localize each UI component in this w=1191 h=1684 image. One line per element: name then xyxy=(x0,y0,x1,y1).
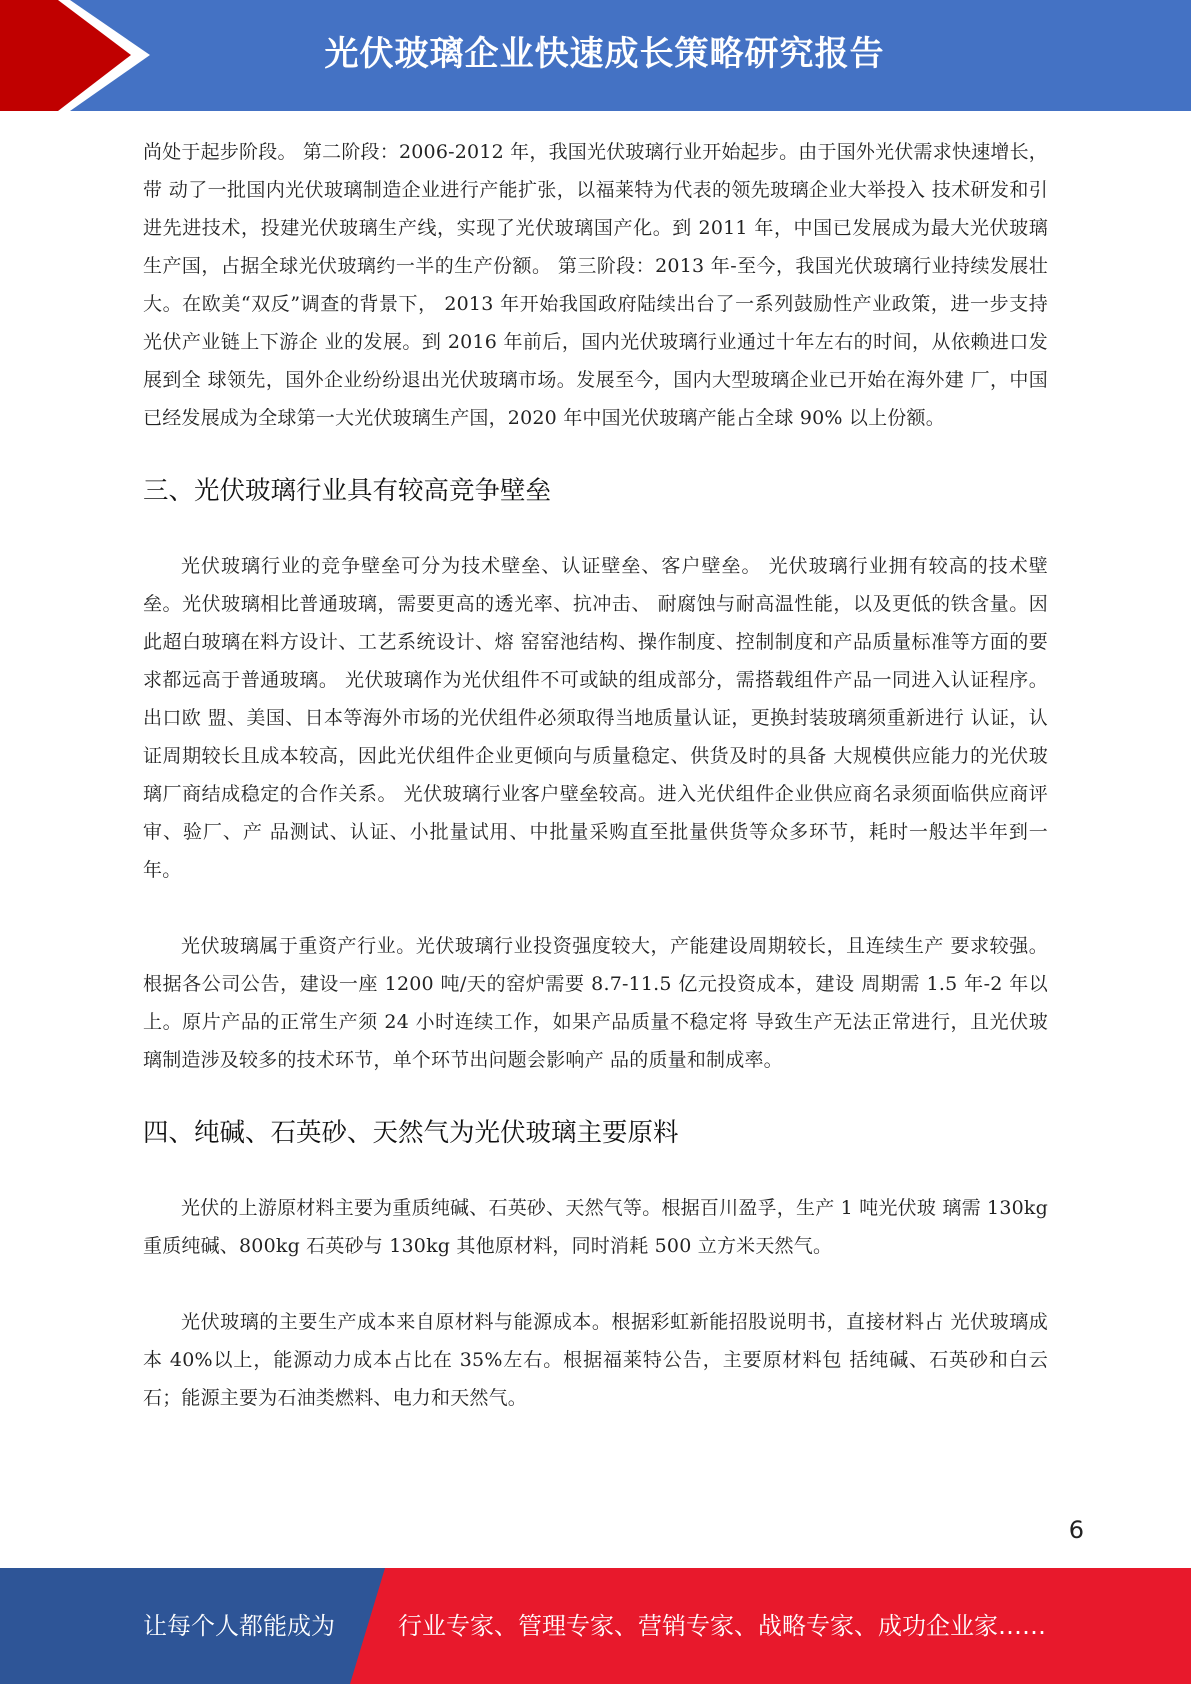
page-header xyxy=(0,0,1191,111)
body-paragraph: 光伏玻璃的主要生产成本来自原材料与能源成本。根据彩虹新能招股说明书，直接材料占 光伏玻璃成本 40%以上，能源动力成本占比在 35%左右。根据福莱特公告，主要原材料包 括纯碱、石英砂和白云石；能源主要为石油类燃料、电力和天然气。 xyxy=(143,1311,1048,1409)
page-number: 6 xyxy=(1068,1516,1084,1544)
footer-slogan-right: 行业专家、管理专家、营销专家、战略专家、成功企业家…… xyxy=(398,1612,1046,1640)
footer-slogan-left: 让每个人都能成为 xyxy=(143,1612,335,1640)
body-paragraph: 尚处于起步阶段。 第二阶段：2006-2012 年，我国光伏玻璃行业开始起步。由于国外光伏需求快速增长，带 动了一批国内光伏玻璃制造企业进行产能扩张，以福莱特为代表的领先玻璃企业大举投入 技术研发和引进先进技术，投建光伏玻璃生产线，实现了光伏玻璃国产化。到 2011 年，中国已发展成为最大光伏玻璃生产国，占据全球光伏玻璃约一半的生产份额。 第三阶段：2013 年-至今，我国光伏玻璃行业持续发展壮大。在欧美“双反”调查的背景下， 2013 年开始我国政府陆续出台了一系列鼓励性产业政策，进一步支持光伏产业链上下游企 业的发展。到 2016 年前后，国内光伏玻璃行业通过十年左右的时间，从依赖进口发展到全 球领先，国外企业纷纷退出光伏玻璃市场。发展至今，国内大型玻璃企业已开始在海外建 厂，中国已经发展成为全球第一大光伏玻璃生产国，2020 年中国光伏玻璃产能占全球 90% 以上份额。 xyxy=(143,141,1048,429)
body-paragraph: 光伏玻璃属于重资产行业。光伏玻璃行业投资强度较大，产能建设周期较长，且连续生产 要求较强。根据各公司公告，建设一座 1200 吨/天的窑炉需要 8.7-11.5 亿元投资成本，建设 周期需 1.5 年-2 年以上。原片产品的正常生产须 24 小时连续工作，如果产品质量不稳定将 导致生产无法正常进行，且光伏玻璃制造涉及较多的技术环节，单个环节出问题会影响产 品的质量和制成率。 xyxy=(143,935,1048,1071)
body-paragraph: 光伏的上游原材料主要为重质纯碱、石英砂、天然气等。根据百川盈孚，生产 1 吨光伏玻 璃需 130kg 重质纯碱、800kg 石英砂与 130kg 其他原材料，同时消耗 500 立方米天然气。 xyxy=(143,1197,1048,1257)
document-body xyxy=(143,133,1048,1417)
document-title: 光伏玻璃企业快速成长策略研究报告 xyxy=(324,34,885,74)
page-footer xyxy=(0,1568,1191,1684)
body-paragraph: 光伏玻璃行业的竞争壁垒可分为技术壁垒、认证壁垒、客户壁垒。 光伏玻璃行业拥有较高的技术壁垒。光伏玻璃相比普通玻璃，需要更高的透光率、抗冲击、 耐腐蚀与耐高温性能，以及更低的铁含量。因此超白玻璃在料方设计、工艺系统设计、熔 窑窑池结构、操作制度、控制制度和产品质量标准等方面的要求都远高于普通玻璃。 光伏玻璃作为光伏组件不可或缺的组成部分，需搭载组件产品一同进入认证程序。出口欧 盟、美国、日本等海外市场的光伏组件必须取得当地质量认证，更换封装玻璃须重新进行 认证，认证周期较长且成本较高，因此光伏组件企业更倾向与质量稳定、供货及时的具备 大规模供应能力的光伏玻璃厂商结成稳定的合作关系。 光伏玻璃行业客户壁垒较高。进入光伏组件企业供应商名录须面临供应商评审、验厂、产 品测试、认证、小批量试用、中批量采购直至批量供货等众多环节，耗时一般达半年到一 年。 xyxy=(143,555,1048,881)
section-heading-4: 四、纯碱、石英砂、天然气为光伏玻璃主要原料 xyxy=(143,1118,679,1148)
section-heading-3: 三、光伏玻璃行业具有较高竞争壁垒 xyxy=(143,476,552,506)
